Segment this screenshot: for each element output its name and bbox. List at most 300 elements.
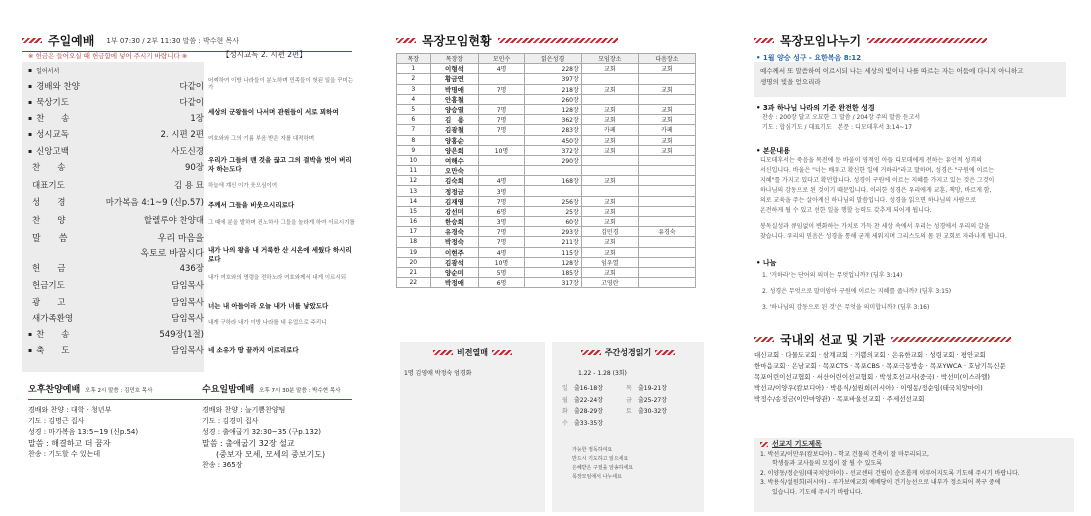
bullet: ▪ — [28, 130, 33, 138]
table-cell: 5 — [397, 104, 431, 114]
wednesday-service — [202, 385, 352, 471]
order-row — [28, 214, 204, 226]
sharing-title: 목장모임나누기 — [780, 34, 862, 48]
table-row — [397, 145, 696, 155]
reading-cell: 토 — [626, 408, 632, 416]
body-line: 봉독실성과 큐임없이 변화하는 가치로 가득 찬 세상 속에서 우리는 성경에서 우리의 갈을 — [760, 223, 990, 230]
worship-panel — [0, 0, 356, 516]
order-label — [28, 80, 80, 92]
table-cell: 이형석 — [430, 64, 479, 74]
table-cell: 12 — [397, 176, 431, 186]
body-line: 의로 교육을 주는 살아계신 하나님의 말씀입니다. 성경을 읽으면 하나님의 사람으로 — [760, 197, 977, 204]
table-row — [397, 64, 696, 74]
table-cell: 115장 — [524, 247, 581, 257]
bullet: ▪ — [28, 114, 33, 122]
order-name: 대표기도 — [32, 181, 65, 191]
table-cell — [581, 186, 638, 196]
share-q: 3. '하나님의 감동으로 된 것'은 무엇을 의미합니까? (딤후 3:16) — [762, 304, 930, 311]
weekly-title: 주간성경읽기 — [604, 348, 652, 357]
table-row — [397, 267, 696, 277]
table-cell: 19 — [397, 247, 431, 257]
missions-title: 국내외 선교 및 기관 — [780, 333, 886, 347]
table-cell: 2 — [397, 74, 431, 84]
order-label — [28, 66, 59, 75]
table-row — [397, 206, 696, 216]
prayer-line: 학생들과 교사들의 모집이 잘 될 수 있도록 — [760, 460, 882, 467]
main-worship-subtitle: 1부 07:30 / 2부 11:30 말씀 : 박수현 목사 — [106, 36, 240, 45]
bullet: ▪ — [28, 67, 33, 74]
order-name: 찬 송 — [32, 163, 66, 173]
verse-line: 예수께서 또 말씀하여 이르시되 나는 세상의 빛이니 나를 따르는 자는 어둠에 다니지 아니하고 — [760, 67, 1024, 75]
reading-cell: 출28-29장 — [574, 408, 604, 416]
order-label — [28, 231, 67, 244]
stripes-decoration — [492, 350, 512, 355]
table-cell: 교회 — [581, 267, 638, 277]
reading-line: 하늘에 계신 이가 웃으심이여 — [208, 183, 278, 189]
order-row — [28, 328, 204, 340]
table-cell: 7명 — [479, 104, 524, 114]
table-cell: 4명 — [479, 176, 524, 186]
order-value: 우리 마음을 — [157, 234, 204, 244]
table-cell: 3 — [397, 84, 431, 94]
vision-content: 1명 김영애 박정숙 엄경화 — [404, 370, 472, 377]
table-header-row — [397, 54, 696, 64]
table-cell: 11 — [397, 166, 431, 176]
weekly-reading-box — [552, 342, 704, 512]
table-cell — [638, 257, 695, 267]
table-cell — [479, 135, 524, 145]
reading-line: 주께서 그들을 비웃으시리로다 — [208, 201, 295, 209]
table-cell: 185장 — [524, 267, 581, 277]
reading-row — [562, 405, 686, 417]
table-cell: 10 — [397, 155, 431, 165]
order-name: 경배와 찬양 — [36, 82, 80, 92]
worship-order — [22, 62, 204, 372]
order-label — [28, 196, 65, 208]
wed-line: 말씀 : 출애굽기 32장 설교 — [202, 439, 295, 448]
order-name: 신앙고백 — [36, 147, 69, 157]
table-row — [397, 237, 696, 247]
table-cell: 128장 — [524, 257, 581, 267]
table-row — [397, 84, 696, 94]
missions-line: 한마음교회 · 은남교회 · 목포CTS · 목포CBS · 목포극동방송 · 목포YWCA · 호남기독신문 — [754, 362, 1006, 370]
table-cell: 372장 — [524, 145, 581, 155]
table-cell — [638, 196, 695, 206]
order-label — [28, 161, 65, 173]
reading-line: 내게 구하라 내가 이방 나라를 네 유업으로 주리니 — [208, 320, 327, 326]
lesson-section — [756, 103, 1091, 133]
order-value: 다같이 — [179, 98, 204, 108]
table-cell: 임우열 — [581, 257, 638, 267]
table-cell — [581, 94, 638, 104]
table-cell — [638, 267, 695, 277]
table-row — [397, 155, 696, 165]
sharing-header — [754, 32, 987, 49]
table-cell: 7 — [397, 125, 431, 135]
order-label — [28, 145, 69, 157]
afternoon-sub: 오후 2시 말씀 : 김민호 목사 — [85, 388, 153, 394]
table-cell — [524, 166, 581, 176]
table-row — [397, 186, 696, 196]
table-cell: 양홍순 — [430, 135, 479, 145]
reading-schedule — [562, 382, 686, 428]
table-cell: 여해수 — [430, 155, 479, 165]
table-cell: 14 — [397, 196, 431, 206]
table-cell — [581, 74, 638, 84]
table-row — [397, 217, 696, 227]
table-row — [397, 247, 696, 257]
table-cell: 6명 — [479, 206, 524, 216]
table-cell: 안홍철 — [430, 94, 479, 104]
reading-cell: 출30-32장 — [638, 408, 668, 416]
prayer-box — [754, 438, 1074, 512]
order-label — [28, 344, 70, 356]
order-name: 말 씀 — [32, 234, 68, 244]
vision-box — [400, 342, 545, 512]
table-cell — [524, 186, 581, 196]
table-cell: 교회 — [581, 145, 638, 155]
table-cell: 362장 — [524, 115, 581, 125]
tip: 목장모임에서 나누세요 — [572, 474, 622, 480]
order-row — [28, 96, 204, 108]
table-cell: 교회 — [638, 135, 695, 145]
order-row — [28, 262, 204, 274]
order-row — [28, 161, 204, 173]
order-row — [28, 344, 204, 356]
table-cell: 김광철 — [430, 125, 479, 135]
table-cell: 황금연 — [430, 74, 479, 84]
reading-line: 세상의 군왕들이 나서며 관원들이 서로 꾀하여 — [208, 108, 339, 116]
order-value: 담임목사 — [171, 298, 204, 308]
reading-cell: 화 — [562, 408, 568, 416]
order-name: 헌 금 — [32, 264, 66, 274]
order-name: 축 도 — [36, 346, 70, 356]
stripes-decoration — [867, 38, 987, 43]
table-cell: 교회 — [581, 176, 638, 186]
order-row — [28, 80, 204, 92]
table-cell — [479, 166, 524, 176]
table-cell: 1 — [397, 64, 431, 74]
prayer-line: 3. 박용식/설원희(러시아) - 루가보에교회 예배당이 건기능선으로 내부가 정소되어 복구 중에 — [760, 479, 1001, 486]
table-cell: 정정금 — [430, 186, 479, 196]
order-value: 담임목사 — [171, 314, 204, 324]
table-cell: 김민경 — [581, 227, 638, 237]
table-cell: 양순미 — [430, 267, 479, 277]
order-label — [28, 312, 73, 324]
table-header: 다음장소 — [638, 54, 695, 64]
memory-verse-heading: • 1월 양승 성구 - 요한복음 8:12 — [756, 54, 862, 62]
table-cell: 4명 — [479, 247, 524, 257]
table-cell: 교회 — [581, 196, 638, 206]
main-worship-title: 주일예배 — [48, 34, 95, 48]
table-cell: 카페 — [638, 125, 695, 135]
stripes-decoration — [760, 442, 768, 447]
table-cell: 김 용 — [430, 115, 479, 125]
order-row — [28, 196, 204, 208]
reading-row — [562, 394, 686, 406]
bullet: ▪ — [28, 98, 33, 106]
tip: 은혜받은 구절을 암송하세요 — [572, 465, 634, 471]
table-cell — [638, 278, 695, 288]
table-row — [397, 196, 696, 206]
share-heading: • 나눔 — [756, 259, 777, 267]
order-row — [28, 128, 204, 140]
table-cell: 397장 — [524, 74, 581, 84]
table-header: 모임장소 — [581, 54, 638, 64]
reading-cell: 출25-27장 — [638, 396, 668, 404]
order-name: 찬 송 — [36, 330, 70, 340]
order-value: 1장 — [190, 114, 204, 124]
table-cell — [638, 237, 695, 247]
order-label — [28, 128, 69, 140]
table-cell — [638, 217, 695, 227]
table-row — [397, 257, 696, 267]
order-row — [28, 179, 204, 191]
table-row — [397, 176, 696, 186]
table-cell: 60장 — [524, 217, 581, 227]
table-cell: 450장 — [524, 135, 581, 145]
order-value: 마가복음 4:1~9 (신p.57) — [105, 198, 204, 208]
table-cell: 교회 — [581, 247, 638, 257]
reading-line: 우리가 그들의 맨 것을 끊고 그의 결박을 벗어 버리자 하는도다 — [208, 156, 352, 173]
sharing-panel — [726, 0, 1091, 516]
order-name: 새가족환영 — [32, 314, 74, 324]
vision-title: 비전열매 — [457, 348, 488, 357]
table-cell: 7명 — [479, 115, 524, 125]
order-name: 성시교독 — [36, 130, 69, 140]
stripes-decoration — [396, 38, 416, 43]
order-name: 일어서서 — [36, 68, 60, 75]
reading-line: 네 소유가 땅 끝까지 이르리로다 — [208, 346, 299, 354]
table-cell: 211장 — [524, 237, 581, 247]
missions-line: 박정수/송정금(이안마양관) · 목포바울선교회 · 주세선선교회 — [754, 395, 925, 403]
order-row — [28, 145, 204, 157]
lesson-heading: • 3과 하나님 나라의 기준 완전한 성경 — [756, 104, 875, 112]
wed-line: 성경 : 출애굽기 32:30~35 (구p.132) — [202, 428, 322, 436]
stripes-decoration — [891, 337, 1011, 342]
table-cell: 293장 — [524, 227, 581, 237]
body-line: 하나님의 감동으로 된 것이기 때문입니다. 이러한 성경은 우리에게 교훈, 책망, 바르게 함, — [760, 187, 992, 194]
table-cell — [638, 94, 695, 104]
table-cell — [581, 166, 638, 176]
table-cell — [479, 74, 524, 84]
table-cell: 7명 — [479, 84, 524, 94]
cell-header — [396, 32, 618, 49]
table-cell: 박정애 — [430, 278, 479, 288]
order-label — [28, 112, 70, 124]
pm-line: 찬송 : 기도할 수 있는데 — [28, 450, 101, 458]
order-row — [28, 112, 204, 124]
order-name: 묵상기도 — [36, 98, 69, 108]
bullet: ▪ — [28, 147, 33, 155]
table-cell: 283장 — [524, 125, 581, 135]
wed-line: 기도 : 김경미 집사 — [202, 417, 259, 425]
reading-cell: 출33-35장 — [574, 419, 604, 427]
lesson-line: 기도 : 합심기도 / 대표기도 본문 : 디모데후서 3:14~17 — [762, 124, 913, 131]
table-cell: 6 — [397, 115, 431, 125]
order-name: 성 경 — [32, 198, 66, 208]
stripes-decoration — [581, 350, 601, 355]
reading-cell: 출19-21장 — [638, 385, 668, 393]
table-cell: 17 — [397, 227, 431, 237]
table-cell: 교회 — [638, 84, 695, 94]
order-value: 담임목사 — [171, 281, 204, 291]
order-label — [28, 179, 65, 191]
table-cell: 8 — [397, 135, 431, 145]
table-cell: 한승희 — [430, 217, 479, 227]
share-q: 2. 성경은 무엇으로 말미암아 구원에 이르는 지혜를 줍니까? (딤후 3:15) — [762, 288, 952, 295]
stripes-decoration — [433, 350, 453, 355]
table-cell: 3명 — [479, 186, 524, 196]
prayer-line: 2. 이양동/정순임(태국치앙마이) - 선교센터 건립이 순조롭게 이루어지도록 기도해 주시기 바랍니다. — [760, 469, 1020, 477]
table-cell — [638, 155, 695, 165]
table-cell: 25장 — [524, 206, 581, 216]
afternoon-title: 오후찬양예배 — [28, 385, 81, 395]
table-cell: 4명 — [479, 64, 524, 74]
table-cell: 317장 — [524, 278, 581, 288]
table-header: 목장장 — [430, 54, 479, 64]
order-value: 담임목사 — [171, 346, 204, 356]
order-value: 다같이 — [179, 82, 204, 92]
wed-line: 찬송 : 365장 — [202, 461, 243, 469]
table-cell: 고영란 — [581, 278, 638, 288]
reading-row — [562, 417, 686, 429]
table-cell: 교회 — [581, 135, 638, 145]
prayer-line: 있습니다. 기도해 주시기 바랍니다. — [760, 488, 863, 496]
pm-line: 성경 : 마가복음 13:5~19 (신p.54) — [28, 428, 139, 436]
wed-line: (중보자 모세, 모세의 중보기도) — [216, 450, 326, 459]
table-cell: 218장 — [524, 84, 581, 94]
table-row — [397, 94, 696, 104]
table-header: 목장 — [397, 54, 431, 64]
bullet: ▪ — [28, 82, 33, 90]
table-cell: 7명 — [479, 125, 524, 135]
table-row — [397, 74, 696, 84]
table-cell: 박정숙 — [430, 237, 479, 247]
table-cell: 교회 — [638, 115, 695, 125]
table-row — [397, 166, 696, 176]
stripes-decoration — [754, 337, 774, 342]
table-cell — [638, 247, 695, 257]
table-cell: 양은희 — [430, 145, 479, 155]
table-cell: 유경숙 — [430, 227, 479, 237]
missions-header — [754, 331, 1011, 348]
body-line: 지혜"를 가지고 있다고 확언합니다. 성경이 구원에 이르는 지혜를 가지고 있는 것은 그것이 — [760, 177, 995, 184]
table-cell: 20 — [397, 257, 431, 267]
table-cell: 5명 — [479, 267, 524, 277]
reading-line: 여호와와 그의 기름 부음 받은 자를 대적하며 — [208, 136, 315, 142]
table-cell: 22 — [397, 278, 431, 288]
table-cell: 박명애 — [430, 84, 479, 94]
table-cell: 김광석 — [430, 257, 479, 267]
table-cell: 128장 — [524, 104, 581, 114]
reading-tips — [572, 446, 633, 482]
reading-line: 내가 나의 왕을 내 거룩한 산 시온에 세웠다 하시리로다 — [208, 246, 352, 263]
table-cell: 카페 — [581, 125, 638, 135]
table-cell: 290장 — [524, 155, 581, 165]
order-value: 2. 시편 2편 — [160, 130, 204, 140]
pm-line: 기도 : 김명근 집사 — [28, 417, 85, 425]
reading-row — [562, 382, 686, 394]
order-value: 436장 — [179, 264, 204, 274]
reading-cell: 월 — [562, 396, 568, 404]
table-cell: 교회 — [638, 145, 695, 155]
table-cell — [638, 74, 695, 84]
table-cell: 16 — [397, 217, 431, 227]
table-cell: 유경숙 — [638, 227, 695, 237]
order-label — [28, 279, 65, 291]
table-cell: 9 — [397, 145, 431, 155]
missions-line: 목포어린이선교협회 · 서산어린이선교협회 · 박성호선교사(중국) · 박선미(이스라엘) — [754, 373, 990, 381]
order-value: 할렐루야 찬양대 — [143, 216, 204, 226]
body-line: 온전하게 될 수 있고 선한 일을 행할 능력도 갖추게 되어게 됩니다. — [760, 207, 932, 214]
table-header: 모인수 — [479, 54, 524, 64]
order-row — [28, 312, 204, 324]
stripes-decoration — [754, 38, 774, 43]
order-value: 김 용 묘 — [173, 181, 204, 191]
table-cell — [479, 155, 524, 165]
order-name: 찬 양 — [32, 216, 66, 226]
afternoon-service — [28, 385, 208, 460]
order-value: 사도신경 — [171, 147, 204, 157]
table-cell: 6명 — [479, 278, 524, 288]
order-row — [28, 231, 204, 244]
missions-line: 대신교회 · 다물도교회 · 삼계교회 · 기쁨의교회 · 은유한교회 · 성령교회 · 평안교회 — [754, 351, 986, 359]
missions-list — [754, 350, 1074, 405]
verse-line: 생명의 빛을 얻으리라 — [760, 78, 821, 86]
table-row — [397, 227, 696, 237]
table-cell: 교회 — [581, 84, 638, 94]
order-label — [28, 262, 65, 274]
table-header: 읽은성경 — [524, 54, 581, 64]
share-q: 1. '거하라'는 단어의 의미는 무엇입니까? (딤후 3:14) — [762, 272, 903, 279]
cell-table — [396, 53, 696, 288]
tip: 가능한 정독하여요 — [572, 447, 613, 453]
body-line: 디모데후서는 죽음을 목전에 둔 바울이 영적인 아들 디모데에게 전하는 유언적 성격의 — [760, 157, 982, 164]
table-cell: 7명 — [479, 196, 524, 206]
missions-line: 박선교/이양우(캄보디아) · 박용식/설원희(러시아) · 이영동/정순임(태국치앙마이) — [754, 384, 983, 392]
prayer-heading — [760, 440, 1068, 450]
table-cell: 7명 — [479, 237, 524, 247]
table-cell — [581, 155, 638, 165]
table-row — [397, 278, 696, 288]
order-label — [28, 214, 65, 226]
bullet: ▪ — [28, 346, 33, 354]
table-cell: 교회 — [638, 64, 695, 74]
table-row — [397, 115, 696, 125]
table-cell: 10명 — [479, 145, 524, 155]
table-cell: 교회 — [581, 64, 638, 74]
table-cell — [479, 94, 524, 104]
body-text — [756, 156, 1091, 242]
order-label — [28, 328, 70, 340]
table-row — [397, 135, 696, 145]
table-cell: 260장 — [524, 94, 581, 104]
table-cell: 교회 — [581, 237, 638, 247]
offering-notice: ※ 헌금은 들어오실 때 헌금함에 넣어 주시기 바랍니다 ※ — [28, 52, 188, 60]
order-row — [28, 246, 204, 259]
table-cell: 13 — [397, 186, 431, 196]
wed-sub: 오후 7시 30분 말씀 : 박수현 목사 — [259, 388, 341, 394]
order-value: 549장(1절) — [159, 330, 204, 340]
table-cell: 256장 — [524, 196, 581, 206]
stripes-decoration — [655, 350, 675, 355]
reading-line: 너는 내 아들이라 오늘 내가 너를 낳았도다 — [208, 302, 329, 310]
table-cell: 교회 — [581, 217, 638, 227]
table-row — [397, 104, 696, 114]
reading-cell: 금 — [626, 396, 632, 404]
table-cell: 168장 — [524, 176, 581, 186]
